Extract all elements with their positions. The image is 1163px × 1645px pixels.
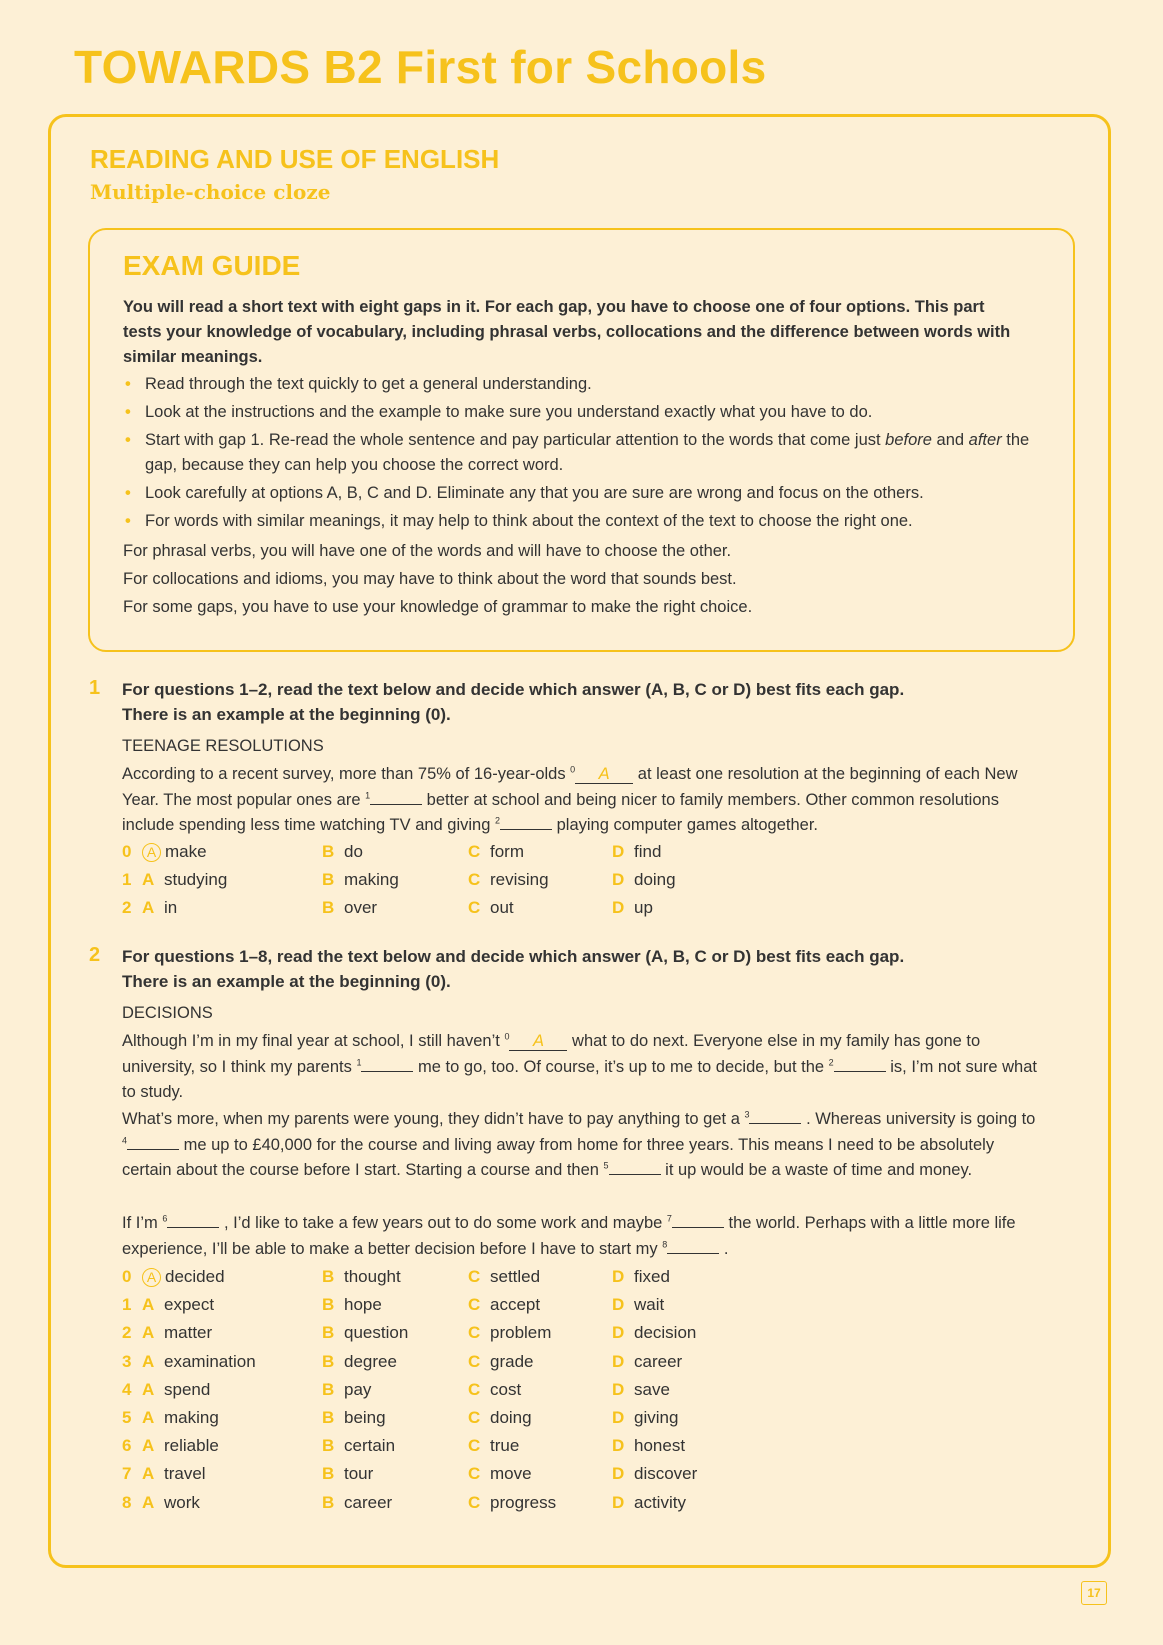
option-c[interactable]: C out: [468, 898, 514, 918]
option-c[interactable]: C grade: [468, 1351, 534, 1371]
exercise-2-number: 2: [89, 944, 101, 966]
answer-gap[interactable]: [370, 790, 422, 805]
exercise-2-paragraph-1: Although I’m in my final year at school, I still haven’t $^0$ A what to do next. Everyone else in my family has gone to university, so I think my parents $^1$ me to go, too. Of course, it’s up to me to decide, but the $^2$ is, I’m not sure what to study.: [122, 1031, 1037, 1101]
answer-gap[interactable]: [609, 1160, 661, 1175]
option-b[interactable]: B degree: [322, 1351, 397, 1371]
page-number: 17: [1081, 1581, 1107, 1605]
exercise-2-options: [122, 1267, 822, 1521]
section-title: READING AND USE OF ENGLISH: [90, 144, 500, 174]
option-b[interactable]: B pay: [322, 1379, 372, 1399]
exercise-1-text-title: TEENAGE RESOLUTIONS: [122, 737, 324, 755]
exam-guide-notes: [123, 537, 1043, 621]
option-b[interactable]: B tour: [322, 1464, 374, 1484]
answer-gap[interactable]: [500, 815, 552, 830]
option-b[interactable]: B certain: [322, 1436, 396, 1456]
answer-gap[interactable]: [361, 1057, 413, 1072]
option-b[interactable]: B do: [322, 842, 363, 861]
option-c[interactable]: C progress: [468, 1492, 557, 1512]
option-b[interactable]: B career: [322, 1492, 393, 1512]
option-a[interactable]: 1 A studying: [122, 870, 228, 890]
exam-guide-title: EXAM GUIDE: [123, 250, 301, 281]
answer-gap[interactable]: [834, 1057, 886, 1072]
guide-tip: • Look carefully at options A, B, C and D. Eliminate any that you are sure are wrong and focus on the others.: [123, 481, 1043, 506]
bullet-icon: •: [125, 375, 131, 393]
option-row: [122, 898, 822, 926]
exercise-2-paragraph-2: What’s more, when my parents were young, they didn’t have to pay anything to get a $^3$ . Whereas university is going to $^4$ me up to £40,000 for the course and living away from home for three years. This means I need to be absolutely certain about the course before I start. Starting a course and then $^5$ it up would be a waste of time and money.: [122, 1109, 1036, 1179]
option-c[interactable]: C settled: [468, 1267, 541, 1286]
option-b[interactable]: B making: [322, 870, 399, 890]
page-title: TOWARDS B2 First for Schools: [74, 41, 767, 93]
option-c[interactable]: C doing: [468, 1407, 532, 1427]
option-a[interactable]: 7 A travel: [122, 1464, 206, 1484]
option-a[interactable]: 2 A matter: [122, 1323, 213, 1343]
guide-note: For phrasal verbs, you will have one of the words and will have to choose the other.: [123, 542, 732, 560]
option-row: 0 A make B do C form D find: [122, 842, 662, 861]
option-b[interactable]: B thought: [322, 1267, 401, 1286]
bullet-icon: •: [125, 484, 131, 502]
option-c[interactable]: C problem: [468, 1323, 552, 1343]
option-row: [122, 1352, 822, 1380]
option-d[interactable]: D up: [612, 898, 653, 918]
option-a[interactable]: 5 A making: [122, 1407, 219, 1427]
option-a[interactable]: 1 A expect: [122, 1295, 215, 1315]
option-row: [122, 1323, 822, 1351]
option-a[interactable]: 8 A work: [122, 1492, 200, 1512]
option-c[interactable]: C revising: [468, 870, 549, 890]
answer-gap[interactable]: [749, 1109, 801, 1124]
answer-gap[interactable]: [667, 1239, 719, 1254]
exercise-1-passage: According to a recent survey, more than 75% of 16-year-olds $^0$ A at least one resolution at the beginning of each New Year. The most popular ones are $^1$ better at school and being nicer to family members. Other common resolutions include spending less time watching TV and giving $^2$ playing computer games altogether.: [122, 764, 1018, 834]
option-d[interactable]: D discover: [612, 1464, 698, 1484]
option-a[interactable]: 6 A reliable: [122, 1436, 219, 1456]
bullet-icon: •: [125, 512, 131, 530]
exercise-1-options: [122, 842, 822, 927]
exercise-2-text-title: DECISIONS: [122, 1004, 213, 1022]
guide-note: For some gaps, you have to use your knowledge of grammar to make the right choice.: [123, 598, 753, 616]
guide-tip: • For words with similar meanings, it may help to think about the context of the text to choose the right one.: [123, 509, 1043, 534]
option-a[interactable]: 4 A spend: [122, 1379, 211, 1399]
selected-option-A[interactable]: A: [142, 843, 161, 862]
guide-tip: • Start with gap 1. Re-read the whole sentence and pay particular attention to the words that come just before and after the gap, because they can help you choose the correct word.: [123, 428, 1043, 478]
option-d[interactable]: D giving: [612, 1407, 679, 1427]
option-row: [122, 1493, 822, 1521]
guide-note: For collocations and idioms, you may have to think about the word that sounds best.: [123, 570, 737, 588]
selected-option-A[interactable]: A: [142, 1268, 161, 1287]
exercise-1-number: 1: [89, 677, 101, 699]
exercise-1-instructions: For questions 1–2, read the text below and decide which answer (A, B, C or D) best fits each gap. There is an example at the beginning (0).: [122, 680, 905, 724]
exercise-2-paragraph-3: If I’m $^6$ , I’d like to take a few years out to do some work and maybe $^7$ the world. Perhaps with a little more life experience, I’ll be able to make a better decision before I have to start my $^8$ .: [122, 1213, 1016, 1258]
answer-gap[interactable]: [672, 1213, 724, 1228]
option-d[interactable]: D decision: [612, 1323, 697, 1343]
guide-tip: • Read through the text quickly to get a general understanding.: [123, 372, 1043, 397]
option-c[interactable]: C accept: [468, 1295, 541, 1315]
answer-gap[interactable]: [127, 1135, 179, 1150]
option-c[interactable]: C move: [468, 1464, 532, 1484]
option-d[interactable]: D honest: [612, 1436, 686, 1456]
exam-guide-tips: [123, 372, 1043, 537]
option-d[interactable]: D save: [612, 1379, 670, 1399]
option-d[interactable]: D wait: [612, 1295, 665, 1315]
option-d[interactable]: D find: [612, 842, 662, 861]
option-row: 0 A decided B thought C settled D fixed: [122, 1267, 670, 1286]
option-d[interactable]: D activity: [612, 1492, 686, 1512]
option-b[interactable]: B being: [322, 1407, 386, 1427]
option-c[interactable]: C cost: [468, 1379, 522, 1399]
option-a[interactable]: 3 A examination: [122, 1351, 256, 1371]
option-row: [122, 1408, 822, 1436]
option-a[interactable]: 2 A in: [122, 898, 178, 918]
exam-guide-intro: You will read a short text with eight gaps in it. For each gap, you have to choose one of four options. This part tests your knowledge of vocabulary, including phrasal verbs, collocations and the difference between words with similar meanings.: [123, 298, 1011, 366]
bullet-icon: •: [125, 431, 131, 449]
option-b[interactable]: B question: [322, 1323, 409, 1343]
option-d[interactable]: D career: [612, 1351, 683, 1371]
option-b[interactable]: B hope: [322, 1295, 382, 1315]
option-row: [122, 1295, 822, 1323]
example-answer: A: [509, 1032, 567, 1051]
option-row: [122, 1380, 822, 1408]
option-d[interactable]: D fixed: [612, 1267, 670, 1286]
option-c[interactable]: C true: [468, 1436, 520, 1456]
option-row: [122, 1436, 822, 1464]
option-d[interactable]: D doing: [612, 870, 676, 890]
option-c[interactable]: C form: [468, 842, 524, 861]
example-answer: A: [575, 765, 633, 784]
exercise-2-instructions: For questions 1–8, read the text below and decide which answer (A, B, C or D) best fits each gap. There is an example at the beginning (0).: [122, 947, 905, 991]
option-row: [122, 870, 822, 898]
bullet-icon: •: [125, 403, 131, 421]
guide-tip: • Look at the instructions and the example to make sure you understand exactly what you have to do.: [123, 400, 1043, 425]
option-row: [122, 1464, 822, 1492]
option-b[interactable]: B over: [322, 898, 378, 918]
answer-gap[interactable]: [167, 1213, 219, 1228]
section-subtitle: Multiple-choice cloze: [90, 180, 331, 204]
